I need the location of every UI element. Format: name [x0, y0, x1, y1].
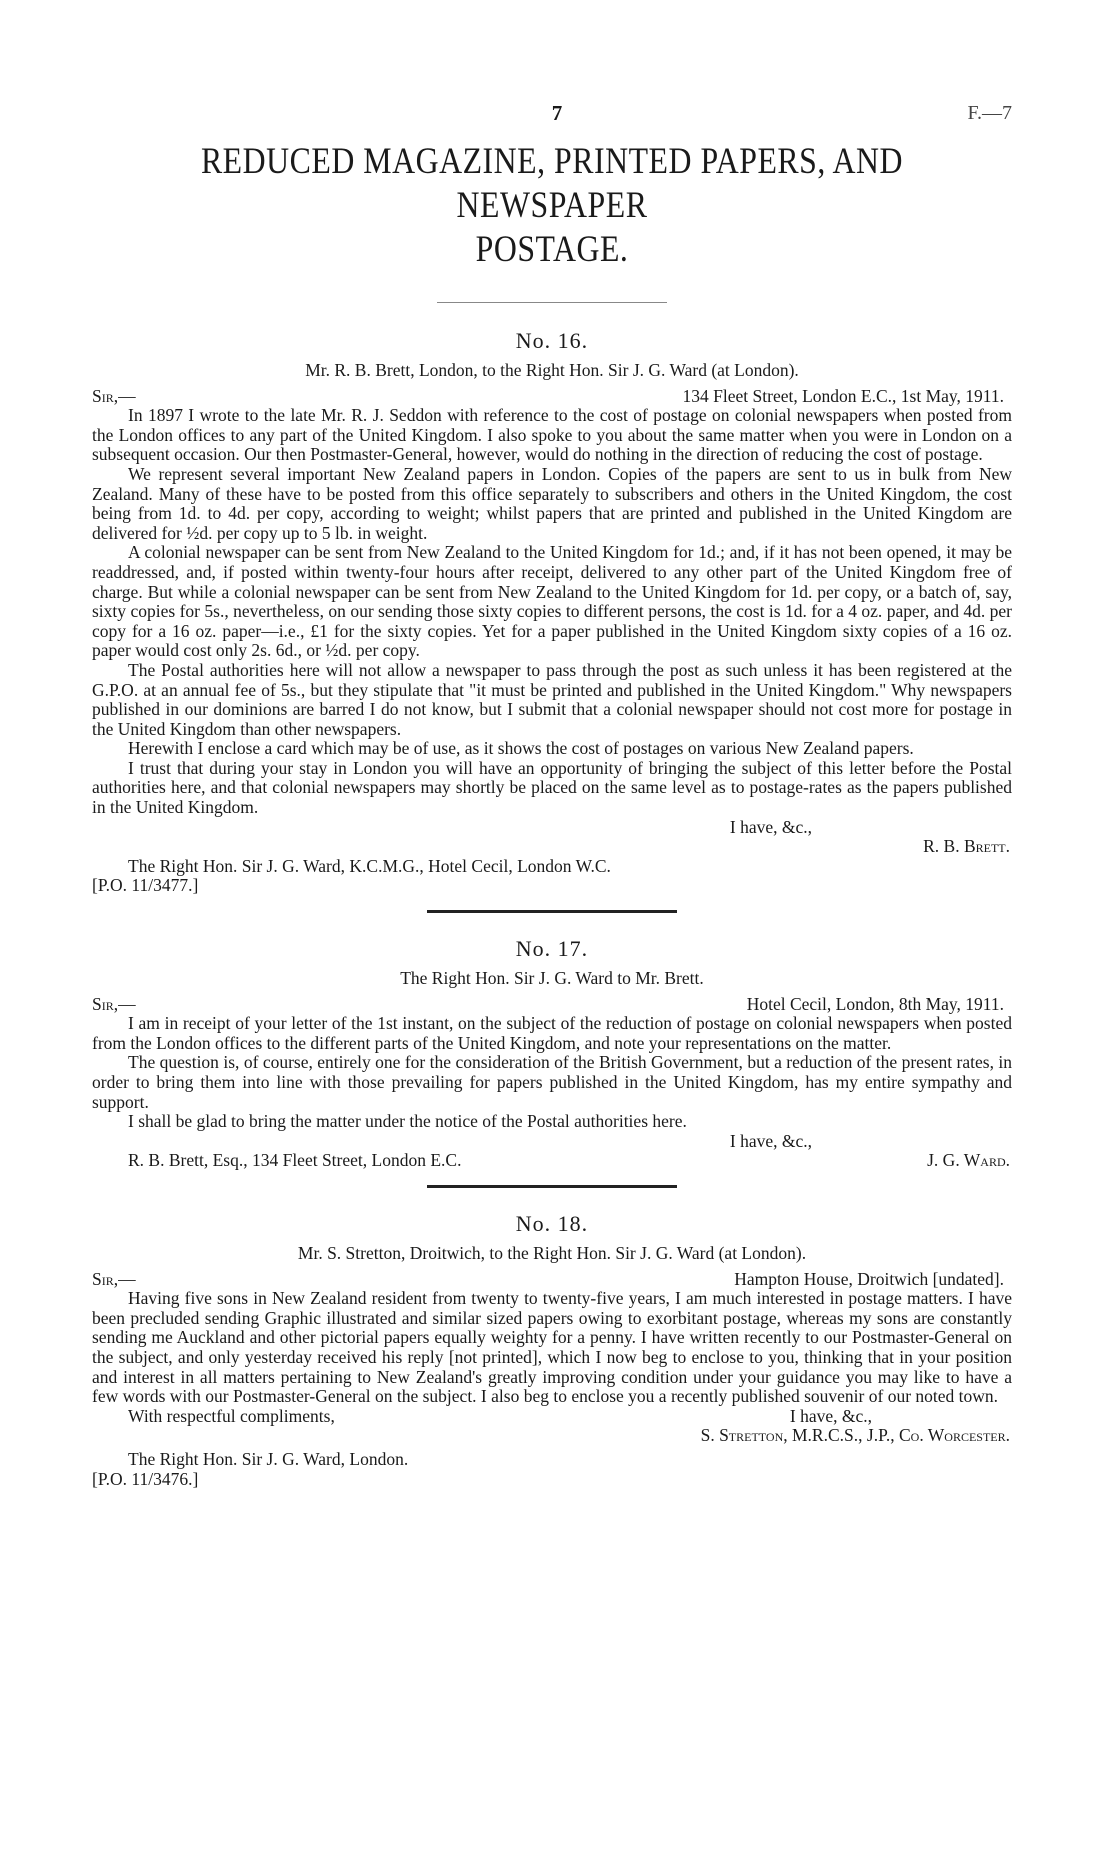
signature: S. Stretton, M.R.C.S., J.P., Co. Worcester. — [700, 1425, 1010, 1446]
letter-number: No. 16. — [515, 328, 589, 353]
letter-16 — [92, 327, 1012, 896]
file-reference: [P.O. 11/3477.] — [92, 875, 199, 896]
salutation: Sir,— — [92, 1268, 136, 1289]
paragraph: Herewith I enclose a card which may be of use, as it shows the cost of postages on various New Zealand papers. — [128, 738, 914, 759]
letter-heading: Mr. S. Stretton, Droitwich, to the Right Hon. Sir J. G. Ward (at London). — [297, 1242, 807, 1263]
sender-address: Hotel Cecil, London, 8th May, 1911. — [746, 993, 1004, 1014]
sender-address: Hampton House, Droitwich [undated]. — [734, 1268, 1004, 1289]
paragraph: In 1897 I wrote to the late Mr. R. J. Seddon with reference to the cost of postage on colonial newspapers when posted from the London offices to any part of the United Kingdom. I also spoke to you about the same matter when you were in London on a subsequent occasion. Our then Postmaster-General, however, would do nothing in the direction of reducing the cost of postage. — [92, 405, 1012, 465]
letter-17 — [92, 935, 1012, 1171]
file-reference: [P.O. 11/3476.] — [92, 1468, 199, 1489]
letter-18 — [92, 1210, 1012, 1489]
salutation: Sir,— — [92, 993, 136, 1014]
divider — [437, 302, 667, 303]
signature: R. B. Brett. — [923, 836, 1010, 857]
paragraph: I shall be glad to bring the matter under the notice of the Postal authorities here. — [128, 1111, 687, 1132]
divider — [427, 1185, 677, 1188]
closing: I have, &c., — [729, 1130, 812, 1151]
paragraph: I am in receipt of your letter of the 1st instant, on the subject of the reduction of postage on colonial newspapers when posted from the London offices to the different parts of the United Kingdom, and note your representations on the matter. — [92, 1013, 1012, 1053]
paragraph: We represent several important New Zealand papers in London. Copies of the papers are sent to us in bulk from New Zealand. Many of these have to be posted from this office separately to subscribers and others in the United Kingdom, the cost being from 1d. to 4d. per copy, according to weight; whilst papers that are printed and published in the United Kingdom are delivered for ½d. per copy up to 5 lb. in weight. — [92, 463, 1012, 543]
addressee: The Right Hon. Sir J. G. Ward, K.C.M.G., Hotel Cecil, London W.C. — [128, 855, 611, 876]
paragraph: The question is, of course, entirely one for the consideration of the British Government, but a reduction of the present rates, in order to bring them into line with those prevailing for papers published in the United Kingdom, has my entire sympathy and support. — [92, 1052, 1012, 1112]
letter-number: No. 17. — [515, 936, 589, 962]
title-line-2: POSTAGE. — [475, 229, 629, 270]
paragraph: I trust that during your stay in London you will have an opportunity of bringing the subject of this letter before the Postal authorities here, and that colonial newspapers may shortly be placed on the same level as to postage-rates as the papers published in the United Kingdom. — [92, 757, 1012, 818]
paragraph: Having five sons in New Zealand resident from twenty to twenty-five years, I am much interested in postage matters. I have been precluded sending Graphic illustrated and similar sized papers owing to exorbitant postage, whereas my sons are constantly sending me Auckland and other pictorial papers equally weighty for a penny. I have written recently to our Postmaster-General on the subject, and only yesterday received his reply [not printed], which I now beg to enclose to you, thinking that in your position and interest in all matters pertaining to New Zealand's greatly improving condition under your guidance you may like to have a few words with our Postmaster-General on the subject. I also beg to enclose you a recently published souvenir of our noted town. — [92, 1288, 1012, 1407]
salutation: Sir,— — [92, 385, 136, 406]
letter-number: No. 18. — [515, 1210, 589, 1236]
letter-heading: The Right Hon. Sir J. G. Ward to Mr. Brett. — [400, 968, 704, 989]
closing: I have, &c., — [789, 1405, 872, 1426]
sender-address: 134 Fleet Street, London E.C., 1st May, 1911. — [682, 385, 1004, 406]
closing: I have, &c., — [729, 816, 812, 837]
page-title — [156, 140, 947, 272]
page-number: 7 — [551, 101, 563, 125]
page-reference: F.—7 — [967, 102, 1012, 124]
divider — [427, 910, 677, 913]
title-line-1: REDUCED MAGAZINE, PRINTED PAPERS, AND NEWSPAPER — [200, 141, 904, 226]
signature: J. G. Ward. — [927, 1150, 1010, 1171]
paragraph: The Postal authorities here will not allow a newspaper to pass through the post as such unless it has been registered at the G.P.O. at an annual fee of 5s., but they stipulate that "it must be printed and published in the United Kingdom." Why newspapers published in our dominions are barred I do not know, but I submit that a colonial newspaper should not cost more for postage in the United Kingdom than other newspapers. — [92, 659, 1012, 739]
paragraph: A colonial newspaper can be sent from New Zealand to the United Kingdom for 1d.; and, if it has not been opened, it may be readdressed, and, if posted within twenty-four hours after receipt, delivered to any other part of the United Kingdom free of charge. But while a colonial newspaper can be sent from New Zealand to the United Kingdom for 1d. per copy, or a batch of, say, sixty copies for 5s., nevertheless, on our sending those sixty copies to different persons, the cost is 1d. for a 4 oz. paper, and 4d. per copy for a 16 oz. paper—i.e., £1 for the sixty copies. Yet for a paper published in the United Kingdom sixty copies of a 16 oz. paper would cost only 2s. 6d., or ½d. per copy. — [92, 542, 1012, 661]
addressee: R. B. Brett, Esq., 134 Fleet Street, London E.C. — [128, 1150, 462, 1171]
letter-heading: Mr. R. B. Brett, London, to the Right Hon. Sir J. G. Ward (at London). — [305, 360, 799, 380]
addressee: The Right Hon. Sir J. G. Ward, London. — [128, 1448, 409, 1469]
compliments: With respectful compliments, — [128, 1405, 335, 1426]
